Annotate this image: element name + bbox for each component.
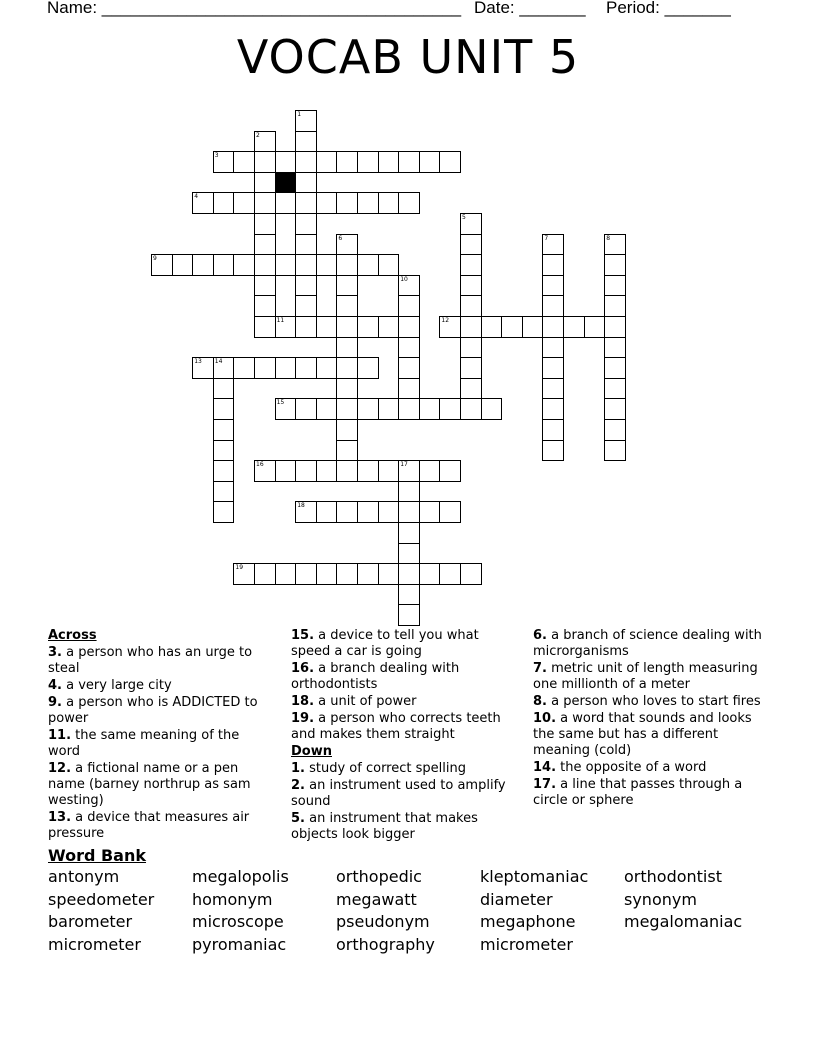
crossword-cell[interactable] bbox=[398, 481, 420, 503]
clue-number: 19 bbox=[235, 564, 244, 572]
crossword-cell[interactable] bbox=[398, 192, 420, 214]
word-bank-item: orthodontist bbox=[624, 867, 722, 886]
clue-number: 13 bbox=[194, 358, 202, 366]
down-heading: Down bbox=[291, 744, 332, 759]
crossword-cell[interactable] bbox=[604, 419, 626, 441]
clue-number: 6 bbox=[338, 234, 343, 242]
word-bank-item: micrometer bbox=[48, 934, 141, 954]
crossword-cell[interactable] bbox=[336, 563, 358, 585]
crossword-cell[interactable] bbox=[584, 316, 606, 338]
crossword-cell[interactable] bbox=[378, 460, 400, 482]
clue-number: 17 bbox=[400, 461, 408, 469]
word-bank-item: speedometer bbox=[48, 889, 155, 909]
crossword-cell[interactable] bbox=[275, 563, 297, 585]
crossword-cell[interactable] bbox=[295, 131, 317, 153]
crossword-cell[interactable] bbox=[213, 192, 235, 214]
across-clue: 3. a person who has an urge to steal bbox=[48, 645, 253, 676]
crossword-cell[interactable] bbox=[295, 316, 317, 338]
crossword-cell[interactable] bbox=[316, 563, 338, 585]
crossword-cell[interactable] bbox=[439, 501, 461, 523]
word-bank-item: antonym bbox=[48, 867, 120, 886]
crossword-cell[interactable] bbox=[460, 563, 482, 585]
crossword-cell[interactable] bbox=[254, 254, 276, 276]
crossword-cell[interactable] bbox=[336, 275, 358, 297]
date-field-label: Date: _______ bbox=[474, 0, 586, 17]
down-clue: 14. the opposite of a word bbox=[533, 760, 707, 775]
crossword-cell[interactable] bbox=[275, 254, 297, 276]
crossword-cell[interactable] bbox=[192, 254, 214, 276]
word-bank-item: homonym bbox=[192, 889, 273, 909]
crossword-cell[interactable] bbox=[439, 563, 461, 585]
crossword-cell[interactable] bbox=[357, 398, 379, 420]
crossword-cell[interactable] bbox=[254, 151, 276, 173]
crossword-cell[interactable] bbox=[213, 481, 235, 503]
down-clue: 2. an instrument used to amplify sound bbox=[291, 778, 506, 809]
crossword-cell[interactable] bbox=[213, 254, 235, 276]
word-bank-item: orthopedic bbox=[336, 867, 422, 886]
crossword-cell[interactable] bbox=[460, 337, 482, 359]
crossword-cell[interactable] bbox=[419, 151, 441, 173]
crossword-cell[interactable] bbox=[460, 295, 482, 317]
down-clue: 10. a word that sounds and looks the same but has a different meaning (cold) bbox=[533, 711, 752, 758]
crossword-cell[interactable] bbox=[460, 254, 482, 276]
crossword-cell[interactable] bbox=[233, 192, 255, 214]
crossword-cell[interactable] bbox=[398, 563, 420, 585]
crossword-cell[interactable] bbox=[460, 275, 482, 297]
crossword-cell[interactable] bbox=[542, 357, 564, 379]
crossword-cell[interactable] bbox=[460, 398, 482, 420]
crossword-cell[interactable] bbox=[604, 398, 626, 420]
crossword-cell[interactable] bbox=[316, 501, 338, 523]
crossword-cell[interactable] bbox=[398, 522, 420, 544]
crossword-cell[interactable] bbox=[398, 337, 420, 359]
crossword-cell[interactable] bbox=[172, 254, 194, 276]
crossword-cell[interactable] bbox=[542, 275, 564, 297]
word-bank-item: diameter bbox=[480, 889, 553, 909]
crossword-cell[interactable] bbox=[254, 234, 276, 256]
name-field-label: Name: ______________________________________ bbox=[47, 0, 462, 17]
crossword-cell[interactable] bbox=[542, 398, 564, 420]
crossword-cell[interactable] bbox=[604, 440, 626, 462]
crossword-cell[interactable] bbox=[604, 378, 626, 400]
crossword-cell[interactable] bbox=[604, 254, 626, 276]
crossword-cell[interactable] bbox=[336, 316, 358, 338]
word-bank-item: megawatt bbox=[336, 889, 417, 909]
crossword-cell[interactable] bbox=[336, 501, 358, 523]
crossword-cell[interactable] bbox=[213, 419, 235, 441]
word-bank-item: pyromaniac bbox=[192, 934, 287, 954]
across-clue: 4. a very large city bbox=[48, 678, 172, 693]
crossword-cell[interactable] bbox=[398, 398, 420, 420]
clue-number: 10 bbox=[400, 275, 408, 283]
word-bank-item: micrometer bbox=[480, 934, 573, 954]
crossword-cell[interactable] bbox=[295, 192, 317, 214]
crossword-cell[interactable] bbox=[460, 378, 482, 400]
crossword-cell[interactable] bbox=[295, 213, 317, 235]
word-bank-item: kleptomaniac bbox=[480, 867, 589, 886]
crossword-cell[interactable] bbox=[460, 357, 482, 379]
crossword-cell[interactable] bbox=[233, 254, 255, 276]
crossword-cell[interactable] bbox=[398, 543, 420, 565]
crossword-cell[interactable] bbox=[378, 192, 400, 214]
crossword-cell[interactable] bbox=[295, 357, 317, 379]
crossword-cell[interactable] bbox=[604, 337, 626, 359]
crossword-cell[interactable] bbox=[357, 316, 379, 338]
across-heading: Across bbox=[48, 628, 97, 643]
crossword-cell[interactable] bbox=[542, 295, 564, 317]
crossword-cell[interactable] bbox=[398, 501, 420, 523]
crossword-cell[interactable] bbox=[295, 275, 317, 297]
clue-number: 3 bbox=[214, 152, 219, 160]
crossword-cell[interactable] bbox=[213, 398, 235, 420]
word-bank-item: megalopolis bbox=[192, 867, 289, 886]
crossword-cell[interactable] bbox=[378, 316, 400, 338]
down-clue: 6. a branch of science dealing with microrganisms bbox=[533, 628, 762, 659]
down-clue-list bbox=[291, 761, 516, 843]
crossword-cell[interactable] bbox=[275, 357, 297, 379]
clue-number: 1 bbox=[297, 111, 302, 118]
crossword-cell[interactable] bbox=[254, 563, 276, 585]
crossword-cell[interactable] bbox=[316, 192, 338, 214]
across-clue: 16. a branch dealing with orthodontists bbox=[291, 661, 460, 692]
word-bank-item: microscope bbox=[192, 912, 284, 931]
across-clue: 15. a device to tell you what speed a car is going bbox=[291, 628, 479, 659]
crossword-cell[interactable] bbox=[419, 563, 441, 585]
crossword-cell[interactable] bbox=[378, 398, 400, 420]
clues-column-2 bbox=[291, 628, 516, 844]
down-clue-list-continued bbox=[533, 628, 773, 809]
crossword-cell[interactable] bbox=[604, 357, 626, 379]
crossword-cell[interactable] bbox=[604, 295, 626, 317]
across-clue: 19. a person who corrects teeth and makes them straight bbox=[291, 711, 501, 742]
crossword-cell[interactable] bbox=[439, 398, 461, 420]
crossword-cell[interactable] bbox=[439, 151, 461, 173]
crossword-cell[interactable] bbox=[357, 460, 379, 482]
crossword-cell[interactable] bbox=[378, 151, 400, 173]
crossword-cell[interactable] bbox=[233, 357, 255, 379]
clue-number: 9 bbox=[153, 255, 157, 263]
period-field-label: Period: _______ bbox=[606, 0, 731, 17]
clue-number: 2 bbox=[256, 131, 260, 139]
down-clue: 8. a person who loves to start fires bbox=[533, 694, 761, 709]
crossword-cell[interactable] bbox=[213, 501, 235, 523]
clue-number: 4 bbox=[194, 193, 199, 201]
crossword-cell[interactable] bbox=[542, 440, 564, 462]
crossword-cell[interactable] bbox=[398, 604, 420, 626]
crossword-cell[interactable] bbox=[233, 151, 255, 173]
crossword-cell[interactable] bbox=[398, 584, 420, 606]
crossword-cell[interactable] bbox=[357, 192, 379, 214]
crossword-cell[interactable] bbox=[295, 151, 317, 173]
word-bank-item: orthography bbox=[336, 934, 435, 954]
crossword-cell[interactable] bbox=[316, 357, 338, 379]
crossword-cell[interactable] bbox=[336, 378, 358, 400]
crossword-cell[interactable] bbox=[542, 419, 564, 441]
crossword-cell[interactable] bbox=[357, 357, 379, 379]
crossword-cell[interactable] bbox=[316, 254, 338, 276]
crossword-cell[interactable] bbox=[295, 254, 317, 276]
crossword-cell[interactable] bbox=[213, 460, 235, 482]
crossword-blocked-cell bbox=[275, 172, 297, 194]
across-clue-list-continued bbox=[291, 628, 516, 743]
crossword-cell[interactable] bbox=[254, 213, 276, 235]
clue-number: 5 bbox=[462, 214, 466, 221]
crossword-cell[interactable] bbox=[295, 398, 317, 420]
crossword-cell[interactable] bbox=[398, 295, 420, 317]
clues-column-3 bbox=[533, 628, 773, 810]
down-clue: 17. a line that passes through a circle or sphere bbox=[533, 777, 743, 808]
crossword-cell[interactable] bbox=[501, 316, 523, 338]
crossword-cell[interactable] bbox=[316, 398, 338, 420]
clue-number: 15 bbox=[276, 399, 285, 407]
clue-number: 12 bbox=[441, 317, 450, 324]
crossword-cell[interactable] bbox=[542, 254, 564, 276]
across-clue: 9. a person who is ADDICTED to power bbox=[48, 695, 258, 726]
crossword-cell[interactable] bbox=[542, 316, 564, 338]
crossword-cell[interactable] bbox=[419, 460, 441, 482]
crossword-cell[interactable] bbox=[336, 337, 358, 359]
crossword-cell[interactable] bbox=[275, 460, 297, 482]
crossword-cell[interactable] bbox=[295, 563, 317, 585]
crossword-cell[interactable] bbox=[316, 151, 338, 173]
word-bank-item: synonym bbox=[624, 889, 697, 909]
crossword-cell[interactable] bbox=[522, 316, 544, 338]
across-clue: 18. a unit of power bbox=[291, 694, 417, 709]
crossword-cell[interactable] bbox=[275, 192, 297, 214]
word-bank-item: megaphone bbox=[480, 912, 576, 931]
crossword-cell[interactable] bbox=[336, 151, 358, 173]
crossword-cell[interactable] bbox=[336, 192, 358, 214]
crossword-cell[interactable] bbox=[254, 295, 276, 317]
across-clue: 12. a fictional name or a pen name (barney northrup as sam westing) bbox=[48, 761, 251, 808]
page-title: VOCAB UNIT 5 bbox=[236, 30, 580, 84]
word-bank-item: megalomaniac bbox=[624, 912, 743, 931]
crossword-cell[interactable] bbox=[316, 316, 338, 338]
crossword-cell[interactable] bbox=[542, 337, 564, 359]
crossword-cell[interactable] bbox=[254, 275, 276, 297]
word-bank-item: pseudonym bbox=[336, 912, 430, 931]
crossword-cell[interactable] bbox=[460, 316, 482, 338]
crossword-cell[interactable] bbox=[213, 378, 235, 400]
clue-number: 7 bbox=[544, 234, 549, 242]
crossword-cell[interactable] bbox=[419, 501, 441, 523]
crossword-cell[interactable] bbox=[378, 501, 400, 523]
crossword-cell[interactable] bbox=[254, 192, 276, 214]
crossword-cell[interactable] bbox=[336, 419, 358, 441]
crossword-cell[interactable] bbox=[378, 563, 400, 585]
crossword-cell[interactable] bbox=[398, 316, 420, 338]
down-clue: 5. an instrument that makes objects look bigger bbox=[291, 811, 478, 842]
crossword-cell[interactable] bbox=[357, 501, 379, 523]
crossword-cell[interactable] bbox=[563, 316, 585, 338]
clues-column-1 bbox=[48, 628, 273, 843]
crossword-cell[interactable] bbox=[336, 295, 358, 317]
crossword-cell[interactable] bbox=[295, 234, 317, 256]
across-clue: 13. a device that measures air pressure bbox=[48, 810, 250, 841]
crossword-cell[interactable] bbox=[357, 563, 379, 585]
crossword-cell[interactable] bbox=[439, 460, 461, 482]
crossword-cell[interactable] bbox=[254, 316, 276, 338]
crossword-cell[interactable] bbox=[542, 378, 564, 400]
crossword-cell[interactable] bbox=[481, 316, 503, 338]
crossword-cell[interactable] bbox=[398, 151, 420, 173]
across-clue-list bbox=[48, 645, 273, 842]
clue-number: 16 bbox=[256, 461, 264, 469]
clue-number: 11 bbox=[276, 317, 285, 324]
crossword-cell[interactable] bbox=[336, 460, 358, 482]
crossword-cell[interactable] bbox=[604, 316, 626, 338]
crossword-cell[interactable] bbox=[398, 357, 420, 379]
crossword-cell[interactable] bbox=[419, 398, 441, 420]
clue-number: 8 bbox=[606, 234, 611, 242]
crossword-cell[interactable] bbox=[481, 398, 503, 420]
crossword-cell[interactable] bbox=[295, 172, 317, 194]
crossword-cell[interactable] bbox=[604, 275, 626, 297]
crossword-cell[interactable] bbox=[460, 234, 482, 256]
crossword-cell[interactable] bbox=[336, 398, 358, 420]
crossword-cell[interactable] bbox=[398, 378, 420, 400]
crossword-cell[interactable] bbox=[336, 254, 358, 276]
clue-number: 14 bbox=[214, 358, 223, 366]
clue-number: 18 bbox=[297, 502, 305, 510]
down-clue: 1. study of correct spelling bbox=[291, 761, 466, 776]
crossword-cell[interactable] bbox=[295, 295, 317, 317]
down-clue: 7. metric unit of length measuring one millionth of a meter bbox=[533, 661, 758, 692]
crossword-cell[interactable] bbox=[336, 357, 358, 379]
word-bank-item: barometer bbox=[48, 912, 133, 931]
crossword-cell[interactable] bbox=[275, 151, 297, 173]
crossword-cell[interactable] bbox=[336, 440, 358, 462]
crossword-cell[interactable] bbox=[213, 440, 235, 462]
crossword-cell[interactable] bbox=[378, 254, 400, 276]
crossword-cell[interactable] bbox=[254, 357, 276, 379]
across-clue: 11. the same meaning of the word bbox=[48, 728, 240, 759]
crossword-cell[interactable] bbox=[316, 460, 338, 482]
crossword-cell[interactable] bbox=[295, 460, 317, 482]
crossword-cell[interactable] bbox=[357, 254, 379, 276]
word-bank-heading: Word Bank bbox=[48, 846, 147, 865]
crossword-cell[interactable] bbox=[357, 151, 379, 173]
crossword-cell[interactable] bbox=[254, 172, 276, 194]
